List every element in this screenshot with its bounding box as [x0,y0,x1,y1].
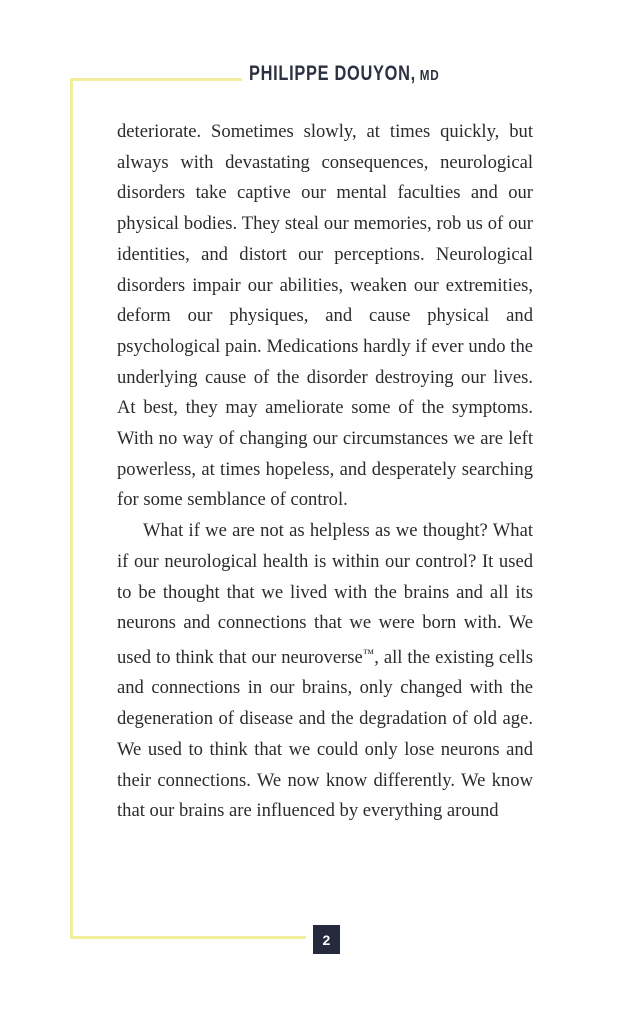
body-copy [117,117,533,827]
running-head-credential: MD [419,67,440,84]
decorative-rule-vertical [70,78,73,939]
running-head [249,63,439,84]
paragraph-two-text-after-trademark: , all the existing cells and connections in our brains, only changed with the degeneration of disease and the degradation of old age. We used to think that we could only lose neurons and their connections. We now know differently. We know that our brains are influenced by everything around [117,646,533,822]
page-number: 2 [322,931,331,948]
trademark-symbol: ™ [362,647,375,660]
decorative-rule-top [70,78,242,81]
decorative-rule-bottom [70,936,306,939]
paragraph-two [117,516,533,827]
page-number-badge [313,925,340,954]
running-head-author-name: PHILIPPE DOUYON, [249,62,416,85]
paragraph-two-text-before-trademark: What if we are not as helpless as we thought? What if our neurological health is within our control? It used to be thought that we lived with the brains and all its neurons and connections that we were born with. We used to think that our neuroverse [117,520,533,668]
paragraph-one: deteriorate. Sometimes slowly, at times quickly, but always with devastating consequences, neurological disorders take captive our mental faculties and our physical bodies. They steal our memories, rob us of our identities, and distort our perceptions. Neurological disorders impair our abilities, weaken our extremities, deform our physiques, and cause physical and psychological pain. Medications hardly if ever undo the underlying cause of the disorder destroying our lives. At best, they may ameliorate some of the symptoms. With no way of changing our circumstances we are left powerless, at times hopeless, and desperately searching for some semblance of control. [117,121,533,511]
